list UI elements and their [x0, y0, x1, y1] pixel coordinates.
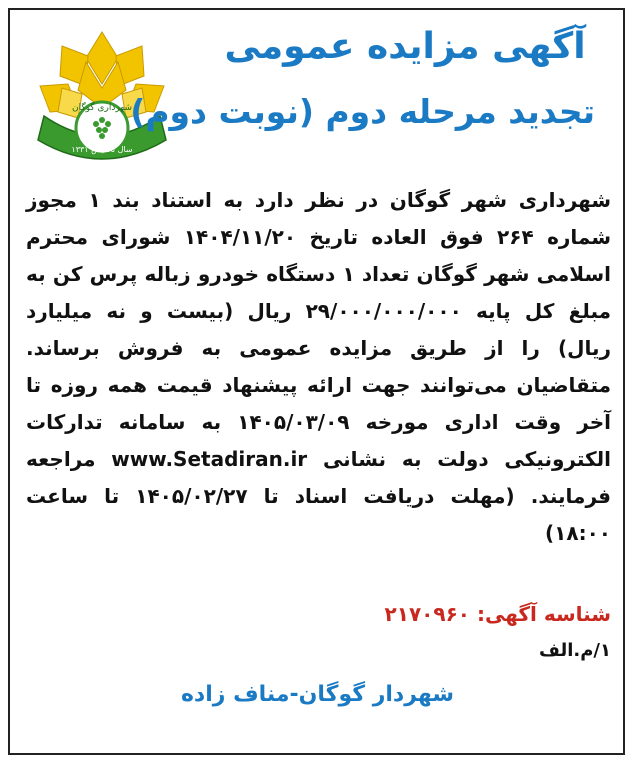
notice-body: شهرداری شهر گوگان در نظر دارد به استناد بند ۱ مجوز شماره ۲۶۴ فوق العاده تاریخ ۱۴۰۴/۱۱/۲۰ شورای محترم اسلامی شهر گوگان تعداد ۱ دستگاه خودرو زباله پرس کن به مبلغ کل پایه ۲۹/۰۰۰/۰۰۰/۰۰۰ ریال (بیست و نه میلیارد ریال) را از طریق مزایده عمومی به فروش برساند. متقاضیان می‌توانند جهت ارائه پیشنهاد قیمت همه روزه تا آخر وقت اداری مورخه ۱۴۰۵/۰۳/۰۹ به سامانه تدارکات الکترونیکی دولت به نشانی www.Setadiran.ir مراجعه فرمایند. (مهلت دریافت اسناد تا ۱۴۰۵/۰۲/۲۷ تا ساعت ۱۸:۰۰) — [26, 188, 612, 545]
signature: شهردار گوگان-مناف زاده — [180, 682, 455, 707]
reference-code: ۱/م.الف — [539, 640, 611, 661]
ad-id: شناسه آگهی: ۲۱۷۰۹۶۰ — [384, 602, 611, 626]
logo-text-top: شهرداری گوگان — [72, 103, 132, 113]
notice-title: آگهی مزایده عمومی — [224, 26, 586, 67]
logo-text-bottom: سال تاسیس ۱۳۳۱ — [71, 145, 133, 154]
notice-subtitle: تجدید مرحله دوم (نوبت دوم) — [130, 92, 595, 131]
